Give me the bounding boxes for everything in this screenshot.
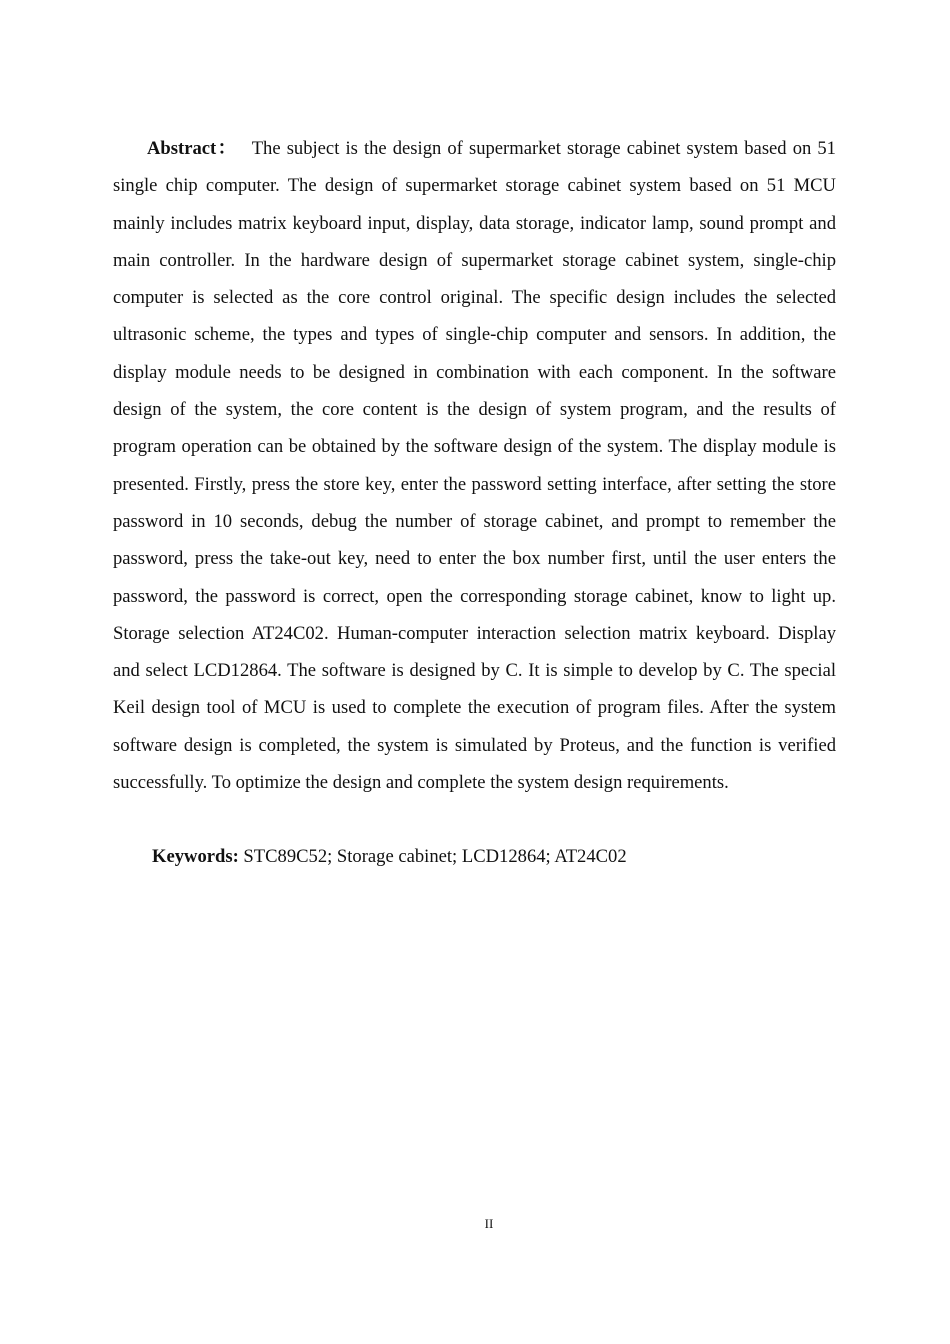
page-number: II	[484, 1216, 494, 1231]
abstract-text: The subject is the design of supermarket storage cabinet system based on 51 single chip computer. The design of supermarket storage cabinet system based on 51 MCU mainly includes matrix keyboard input, display, data storage, indicator lamp, sound prompt and main controller. In the hardware design of supermarket storage cabinet system, single-chip computer is selected as the core control original. The specific design includes the selected ultrasonic scheme, the types and types of single-chip computer and sensors. In addition, the display module needs to be designed in combination with each component. In the software design of the system, the core content is the design of system program, and the results of program operation can be obtained by the software design of the system. The display module is presented. Firstly, press the store key, enter the password setting interface, after setting the store password in 10 seconds, debug the number of storage cabinet, and prompt to remember the password, press the take-out key, need to enter the box number first, until the user enters the password, the password is correct, open the corresponding storage cabinet, know to light up. Storage selection AT24C02. Human-computer interaction selection matrix keyboard. Display and select LCD12864. The software is designed by C. It is simple to develop by C. The special Keil design tool of MCU is used to complete the execution of program files. After the system software design is completed, the system is simulated by Proteus, and the function is verified successfully. To optimize the design and complete the system design requirements.	[113, 138, 836, 794]
abstract-colon: ：	[216, 138, 238, 159]
keywords-text: STC89C52; Storage cabinet; LCD12864; AT24C02	[243, 846, 627, 867]
keywords-line	[152, 842, 842, 872]
abstract-label: Abstract	[147, 138, 217, 159]
abstract-paragraph	[113, 130, 836, 801]
keywords-label: Keywords:	[152, 846, 239, 867]
